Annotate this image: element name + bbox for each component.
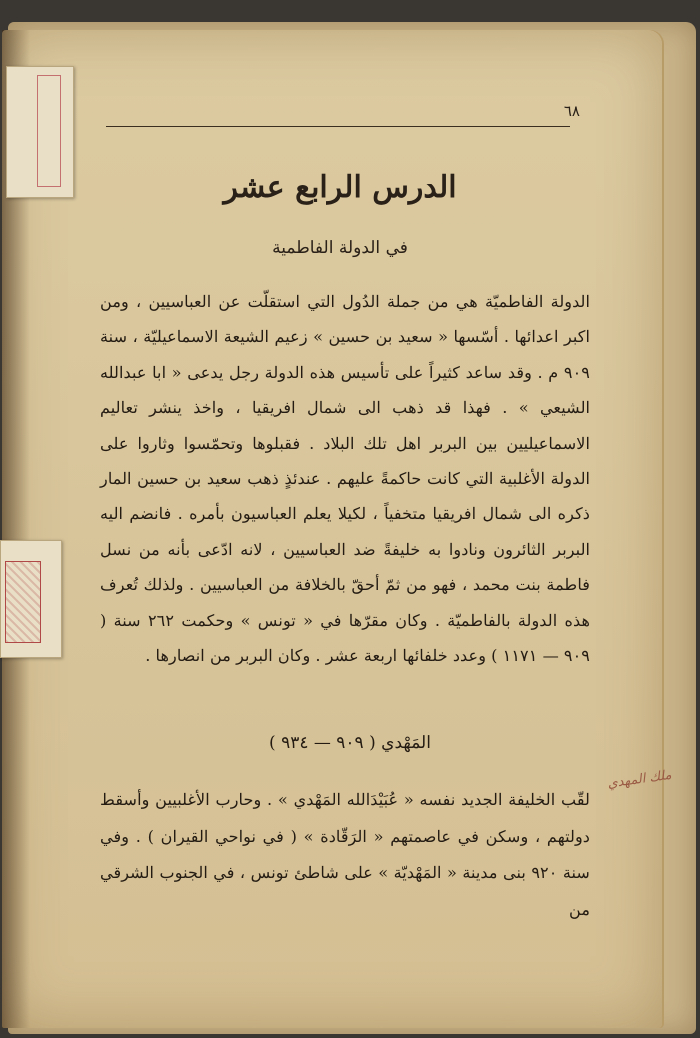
lesson-title: الدرس الرابع عشر bbox=[223, 170, 457, 205]
paragraph-mahdi: لقّب الخليفة الجديد نفسه « عُبَيْدَالله المَهْدي » . وحارب الأغلبيين وأسقط دولتهم ، وسكن في عاصمتهم « الرَقّادة » ( في نواحي القيران ) . وفي سنة ٩٢٠ بنى مدينة « المَهْديّة » على شاطئ تونس ، في الجنوب الشرقي من bbox=[100, 790, 590, 919]
page-number: ٦٨ bbox=[563, 102, 580, 120]
section-heading-mahdi: المَهْدي ( ٩٠٩ — ٩٣٤ ) bbox=[269, 733, 431, 753]
header-rule bbox=[106, 126, 570, 127]
stamp-mark bbox=[37, 75, 61, 187]
stamp-seal bbox=[5, 561, 41, 643]
library-tab-bottom bbox=[0, 540, 62, 658]
paragraph-fatimid-state: الدولة الفاطميّة هي من جملة الدُول التي استقلّت عن العباسيين ، ومن اكبر اعدائها . أسّسها « سعيد بن حسين » زعيم الشيعة الاسماعيليّة ، سنة ٩٠٩ م . وقد ساعد كثيراً على تأسيس هذه الدولة رجل يدعى « ابا عبدالله الشيعي » . فهذا قد ذهب الى شمال افريقيا ، واخذ ينشر تعاليم الاسماعيليين بين البربر اهل تلك البلاد . فقبلوها وتحمّسوا وثاروا على الدولة الأغلبية التي كانت حاكمةً عليهم . عندئذٍ ذهب سعيد بن حسين المار ذكره الى شمال افريقيا متخفياً ، لكيلا يعلم العباسيون بأمره . فانضم اليه البربر الثائرون ونادوا به خليفةً ضد العباسيين ، لانه ادّعى بأنه من نسل فاطمة بنت محمد ، فهو من ثمّ أحقّ بالخلافة من العباسيين . ولذلك تُعرف هذه الدولة بالفاطميّة . وكان مقرّها في « تونس » وحكمت ٢٦٢ سنة ( ٩٠٩ — ١١٧١ ) وعدد خلفائها اربعة عشر . وكان البربر من انصارها . bbox=[100, 292, 590, 666]
handwritten-margin-note: ملك المهدي bbox=[606, 767, 673, 792]
lesson-subtitle: في الدولة الفاطمية bbox=[272, 238, 408, 258]
library-tab-top bbox=[6, 66, 74, 198]
